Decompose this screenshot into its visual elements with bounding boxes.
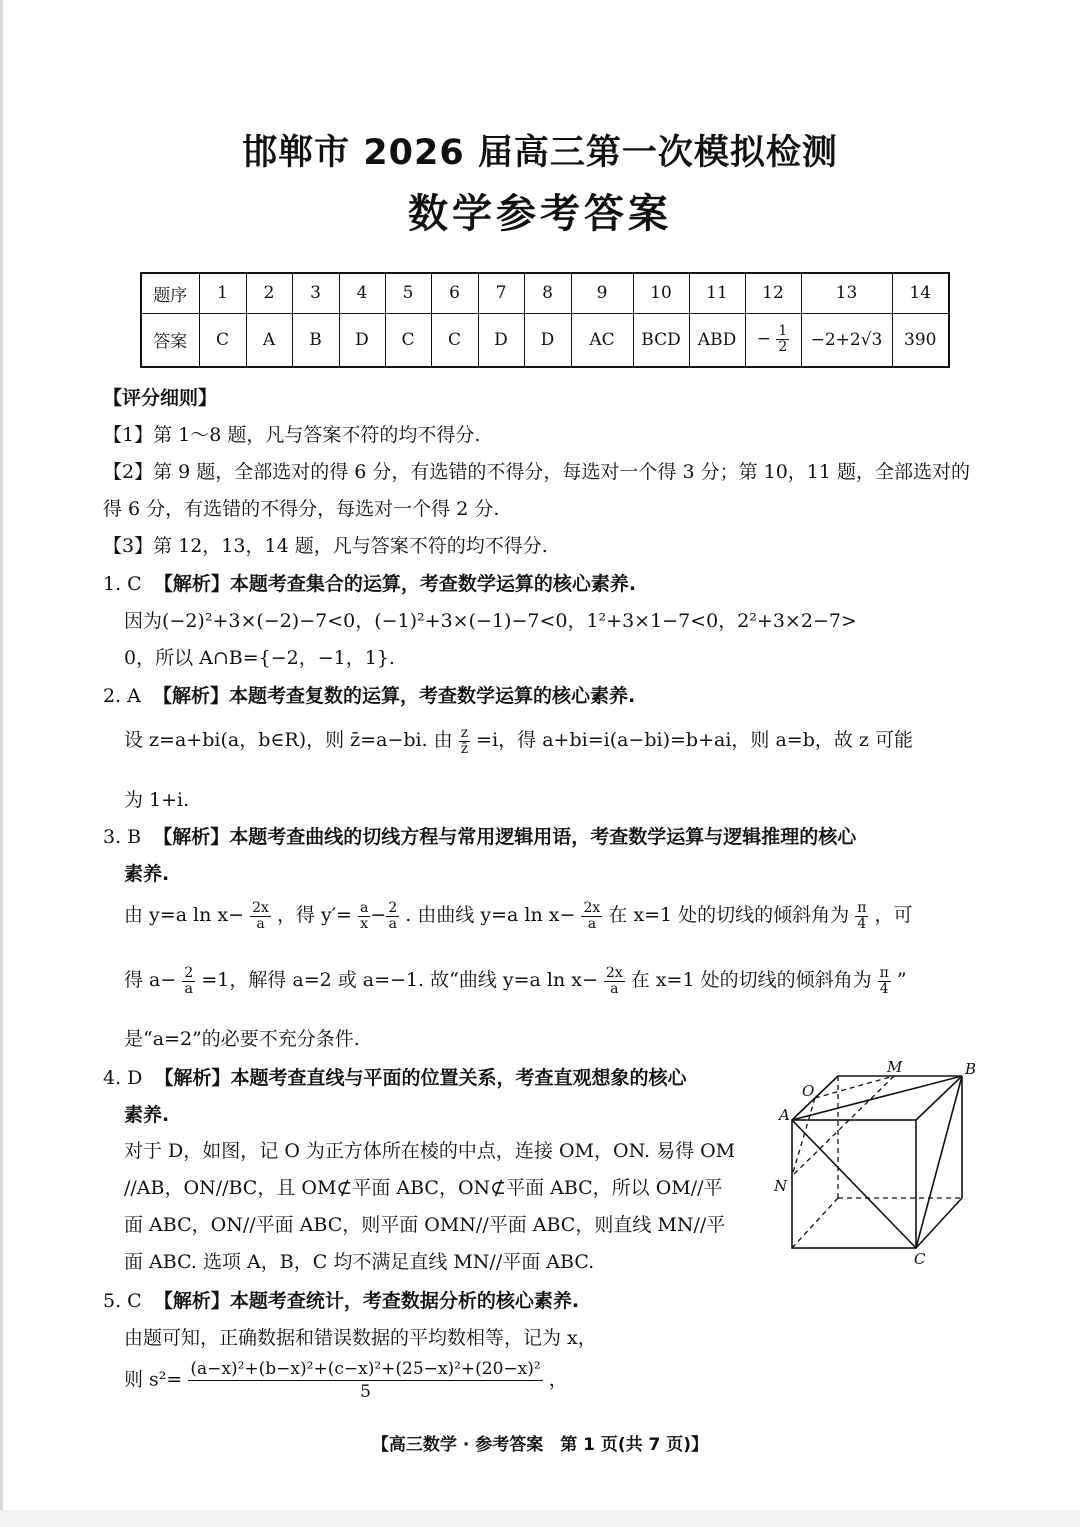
question-number: 8 bbox=[524, 273, 571, 313]
fraction bbox=[855, 901, 868, 932]
answer-table-number-row bbox=[141, 273, 949, 313]
q5-fraction bbox=[188, 1358, 542, 1403]
fraction-numerator: (a−x)²+(b−x)²+(c−x)²+(25−x)²+(20−x)² bbox=[190, 1359, 541, 1379]
answer-cell: BCD bbox=[633, 313, 689, 367]
fraction-numerator: 2x bbox=[583, 899, 601, 916]
q2-heading bbox=[103, 681, 635, 708]
scoring-rule-3: 【3】第 12，13，14 题，凡与答案不符的均不得分. bbox=[103, 535, 548, 557]
question-number: 10 bbox=[633, 273, 689, 313]
q4-line-1: 对于 D，如图，记 O 为正方体所在棱的中点，连接 OM，ON. 易得 OM bbox=[124, 1140, 736, 1162]
q3-heading-cont: 素养. bbox=[124, 863, 170, 885]
answer-cell: ABD bbox=[689, 313, 745, 367]
question-number: 3 bbox=[292, 273, 339, 313]
q3-text: . 由曲线 y=a ln x− bbox=[405, 904, 576, 926]
fraction-numerator: 2 bbox=[184, 964, 194, 981]
q5-text: ， bbox=[548, 1368, 568, 1391]
scoring-rule-1: 【1】第 1～8 题，凡与答案不符的均不得分. bbox=[103, 424, 481, 446]
q4-number: 4. D bbox=[103, 1067, 143, 1089]
label-A: A bbox=[779, 1106, 790, 1124]
q4-line-2: //AB，ON//BC，且 OM⊄平面 ABC，ON⊄平面 ABC，所以 OM//平 bbox=[124, 1177, 723, 1199]
question-number: 11 bbox=[689, 273, 745, 313]
q3-text: ” bbox=[896, 969, 907, 991]
page-subtitle: 数学参考答案 bbox=[408, 191, 672, 237]
segment-AC bbox=[792, 1120, 916, 1248]
answer-table-answer-row bbox=[141, 313, 949, 367]
scoring-rule-2b: 得 6 分，有选错的不得分，每选对一个得 2 分. bbox=[103, 498, 500, 520]
q5-line-1: 由题可知，正确数据和错误数据的平均数相等，记为 x， bbox=[124, 1327, 597, 1349]
page-title: 邯郸市 2026 届高三第一次模拟检测 bbox=[242, 133, 838, 173]
q1-line-1: 因为(−2)²+3×(−2)−7<0，(−1)²+3×(−1)−7<0，1²+3×1−7<0，2²+3×2−7> bbox=[124, 610, 857, 632]
answer-cell: B bbox=[292, 313, 339, 367]
q3-text: 得 a− bbox=[124, 969, 177, 991]
fraction bbox=[604, 966, 625, 997]
q3-text: ，得 y′= bbox=[276, 904, 352, 926]
q3-line-1: 由 y=a ln x− $\frac{2x}{a}$ ，得 y′= $\frac{a}{x}$ − $\frac{2}{a}$ . 由曲线 y=a ln x− $\frac{2x}{a}$ 在 x=1 处的切线的倾斜角为 $\frac{\pi}{4}$ ，可 bbox=[124, 899, 913, 932]
row-label-answer: 答案 bbox=[141, 313, 199, 367]
answer-table bbox=[140, 272, 950, 368]
question-number: 14 bbox=[892, 273, 949, 313]
fraction-denominator: x bbox=[360, 915, 369, 932]
answer-cell: 390 bbox=[892, 313, 949, 367]
question-number: 5 bbox=[385, 273, 431, 313]
question-number: 4 bbox=[339, 273, 385, 313]
answer-cell: D bbox=[524, 313, 571, 367]
q3-text: =1，解得 a=2 或 a=−1. 故“曲线 y=a ln x− bbox=[201, 969, 598, 991]
scoring-rule-2a: 【2】第 9 题，全部选对的得 6 分，有选错的不得分，每选对一个得 3 分；第 10，11 题，全部选对的 bbox=[103, 461, 971, 483]
fraction bbox=[250, 901, 271, 932]
question-number: 6 bbox=[431, 273, 478, 313]
question-number: 7 bbox=[478, 273, 524, 313]
answer-cell: AC bbox=[571, 313, 633, 367]
q3-text: ，可 bbox=[874, 904, 913, 926]
fraction-denominator: 2 bbox=[778, 339, 788, 356]
q1-line-2: 0，所以 A∩B={−2，−1，1}. bbox=[124, 647, 395, 669]
q3-line-2 bbox=[124, 965, 907, 997]
q3-line-3: 是“a=2”的必要不充分条件. bbox=[124, 1028, 360, 1050]
q5-heading bbox=[103, 1286, 579, 1313]
label-M: M bbox=[887, 1058, 903, 1076]
fraction-denominator: 4 bbox=[857, 915, 867, 932]
q4-line-3: 面 ABC，ON//平面 ABC，则平面 OMN//平面 ABC，则直线 MN//平 bbox=[124, 1214, 726, 1236]
fraction-denominator: a bbox=[388, 915, 397, 932]
fraction bbox=[878, 966, 891, 997]
hidden-edge bbox=[792, 1198, 838, 1248]
q5-line-2 bbox=[124, 1358, 568, 1403]
fraction-denominator: a bbox=[587, 915, 597, 932]
cube-figure bbox=[770, 1058, 985, 1273]
answer-cell-fraction bbox=[745, 313, 801, 367]
fraction-numerator: 2x bbox=[605, 964, 623, 981]
row-label-number: 题序 bbox=[141, 273, 199, 313]
q2-text-a: 设 z=a+bi(a，b∈R)，则 z̄=a−bi. 由 bbox=[124, 729, 453, 751]
answer-cell: D bbox=[339, 313, 385, 367]
q2-line-1 bbox=[124, 725, 913, 757]
fraction-numerator: a bbox=[360, 899, 369, 916]
q4-line-4: 面 ABC. 选项 A，B，C 均不满足直线 MN//平面 ABC. bbox=[124, 1251, 595, 1273]
page-footer: 【高三数学 · 参考答案 第 1 页(共 7 页)】 bbox=[371, 1435, 709, 1455]
question-number: 2 bbox=[246, 273, 292, 313]
q3-heading bbox=[103, 822, 856, 849]
q2-text-b: =i，得 a+bi=i(a−bi)=b+ai，则 a=b，故 z 可能 bbox=[476, 729, 913, 751]
answer-cell: A bbox=[246, 313, 292, 367]
answer-cell: D bbox=[478, 313, 524, 367]
q1-number: 1. C bbox=[103, 573, 142, 595]
q5-number: 5. C bbox=[103, 1290, 142, 1312]
q1-heading bbox=[103, 569, 636, 596]
scoring-heading: 【评分细则】 bbox=[103, 387, 218, 409]
fraction bbox=[386, 901, 399, 932]
q4-heading-cont: 素养. bbox=[124, 1104, 170, 1126]
q5-text: 则 s²= bbox=[124, 1368, 183, 1391]
answer-cell: C bbox=[431, 313, 478, 367]
q2-number: 2. A bbox=[103, 685, 141, 707]
q3-number: 3. B bbox=[103, 826, 142, 848]
q4-heading bbox=[103, 1063, 687, 1090]
q3-text: 在 x=1 处的切线的倾斜角为 bbox=[608, 904, 850, 926]
fraction-numerator: 2x bbox=[252, 899, 269, 916]
fraction-numerator: z bbox=[460, 724, 469, 741]
q3-analysis-title: 【解析】本题考查曲线的切线方程与常用逻辑用语，考查数学运算与逻辑推理的核心 bbox=[153, 826, 857, 848]
q2-fraction bbox=[459, 726, 470, 757]
fraction-denominator: a bbox=[610, 980, 619, 997]
fraction-numerator: 2 bbox=[388, 899, 398, 916]
label-N: N bbox=[774, 1177, 788, 1195]
answer-cell: −2+2√3 bbox=[801, 313, 892, 367]
q3-text: 在 x=1 处的切线的倾斜角为 bbox=[630, 969, 872, 991]
fraction bbox=[182, 966, 195, 997]
q3-text: 由 y=a ln x− bbox=[124, 904, 245, 926]
question-number: 13 bbox=[801, 273, 892, 313]
q2-analysis-title: 【解析】本题考查复数的运算，考查数学运算的核心素养. bbox=[152, 685, 636, 707]
fraction-denominator: 4 bbox=[879, 980, 889, 997]
label-C: C bbox=[914, 1250, 926, 1268]
fraction bbox=[358, 901, 370, 932]
fraction-numerator: π bbox=[857, 899, 867, 916]
answer-cell: C bbox=[385, 313, 431, 367]
bottom-bar bbox=[0, 1510, 1080, 1527]
fraction bbox=[581, 901, 602, 932]
answer-cell: C bbox=[199, 313, 246, 367]
label-B: B bbox=[965, 1060, 977, 1078]
question-number: 9 bbox=[571, 273, 633, 313]
question-number: 12 bbox=[745, 273, 801, 313]
fraction-numerator: 1 bbox=[778, 323, 788, 340]
fraction-denominator: a bbox=[256, 915, 265, 932]
fraction-denominator: a bbox=[184, 980, 193, 997]
q4-analysis-title: 【解析】本题考查直线与平面的位置关系，考查直观想象的核心 bbox=[154, 1067, 687, 1089]
fraction-sign: − bbox=[756, 329, 771, 350]
q2-line-2: 为 1+i. bbox=[124, 789, 190, 811]
question-number: 1 bbox=[199, 273, 246, 313]
fraction bbox=[776, 324, 789, 355]
label-O: O bbox=[802, 1082, 815, 1100]
fraction-denominator: z̄ bbox=[460, 740, 469, 757]
fraction-numerator: π bbox=[879, 964, 889, 981]
segment-AB bbox=[792, 1076, 962, 1120]
q5-analysis-title: 【解析】本题考查统计，考查数据分析的核心素养. bbox=[153, 1290, 580, 1312]
fraction-denominator: 5 bbox=[360, 1382, 371, 1402]
q1-analysis-title: 【解析】本题考查集合的运算，考查数学运算的核心素养. bbox=[153, 573, 637, 595]
